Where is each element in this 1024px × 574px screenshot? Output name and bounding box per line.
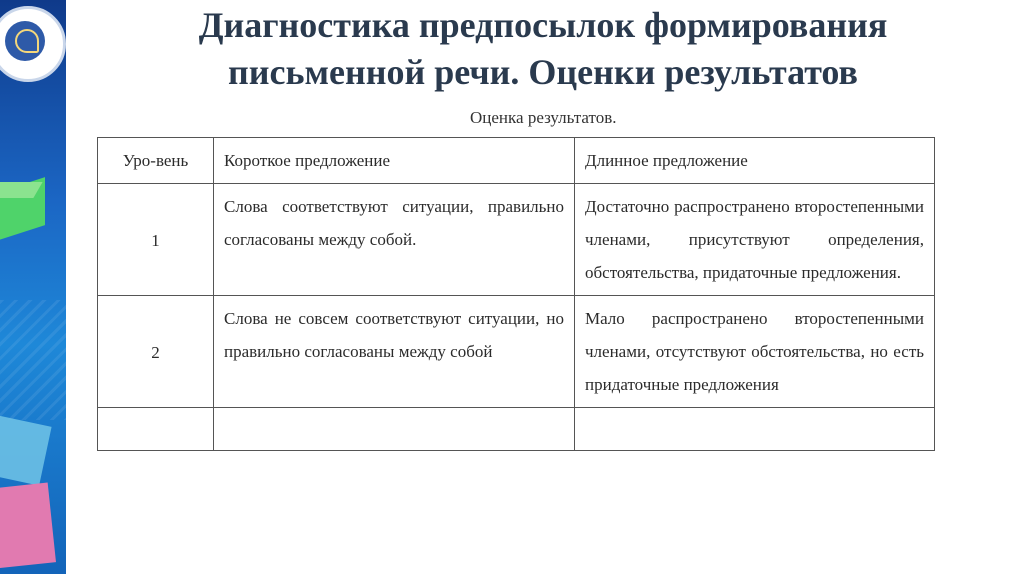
row-long-sentence: Достаточно распространено второстепенными членами, присутствуют определения, обстоятельства, придаточные предложения. bbox=[575, 184, 935, 296]
row-short-sentence: Слова соответствуют ситуации, правильно согласованы между собой. bbox=[214, 184, 575, 296]
table-viewport bbox=[90, 130, 950, 516]
pink-cube-icon bbox=[0, 483, 56, 570]
table-caption: Оценка результатов. bbox=[470, 108, 617, 127]
results-table bbox=[97, 137, 935, 451]
header-short-sentence: Короткое предложение bbox=[214, 138, 575, 184]
row-level: 1 bbox=[98, 184, 214, 296]
table-row-cut-off bbox=[98, 408, 935, 451]
header-long-sentence: Длинное предложение bbox=[575, 138, 935, 184]
row-short-sentence: Слова не совсем соответствуют ситуации, но правильно согласованы между собой bbox=[214, 296, 575, 408]
slide-title: Диагностика предпосылок формирования письменной речи. Оценки результатов bbox=[198, 5, 888, 92]
table-row bbox=[98, 296, 935, 408]
table-row bbox=[98, 184, 935, 296]
row-long-sentence: Мало распространено второстепенными членами, отсутствуют обстоятельства, но есть придаточные предложения bbox=[575, 296, 935, 408]
blue-cube-icon bbox=[0, 414, 52, 485]
table-header-row bbox=[98, 138, 935, 184]
strip-pattern bbox=[0, 300, 66, 420]
header-level: Уро-вень bbox=[98, 138, 214, 184]
row-level: 2 bbox=[98, 296, 214, 408]
decorative-side-strip bbox=[0, 0, 66, 574]
